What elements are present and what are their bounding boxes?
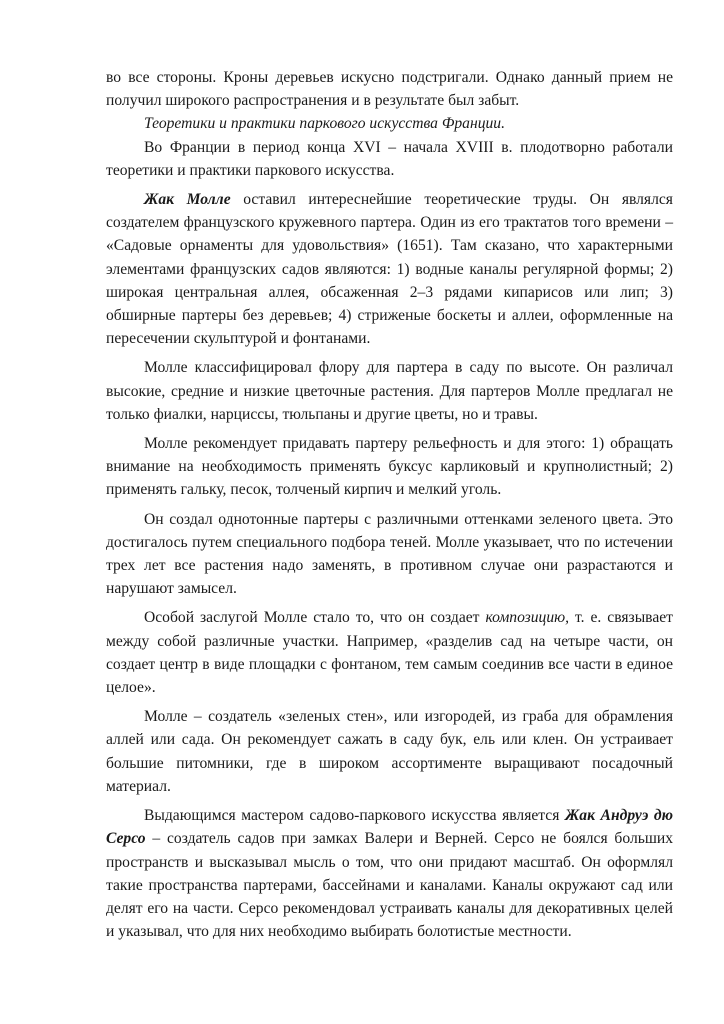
document-page [106,66,673,943]
paragraph-text: – создатель садов при замках Валери и Верней. Серсо не боялся больших пространств и высказывал мысль о том, что они придают масштаб. Он оформлял такие пространства партерами, бассейнами и каналами. Каналы окружают сад или делят его на части. Серсо рекомендовал устраивать каналы для декоративных целей и указывал, что для них необходимо выбирать болотистые местности. [106,830,673,941]
paragraph-monotone: Он создал однотонные партеры с различными оттенками зеленого цвета. Это достигалось путем специального подбора теней. Молле указывает, что по истечении трех лет все растения надо заменять, в противном случае они разрастаются и нарушают замысел. [106,510,673,598]
person-name: Жак Андруэ дю Серсо [106,807,673,848]
emphasis-text: композицию, [485,609,570,627]
paragraph-text: т. е. связывает между собой различные участки. Например, «разделив сад на четыре части, он создает центр в виде площадки с фонтаном, тем самым соединив все части в единое целое». [106,609,673,697]
paragraph-text: Выдающимся мастером садово-паркового искусства является [144,807,565,825]
paragraph-cerceau [106,804,673,943]
paragraph-text: оставил интереснейшие теоретические труды. Он являлся создателем французского кружевного партера. Один из его трактатов того времени – «Садовые орнаменты для удовольствия» (1651). Там сказано, что характерными элементами французских садов являются: 1) водные каналы регулярной формы; 2) широкая центральная аллея, обсаженная 2–3 рядами кипарисов или лип; 3) обширные партеры без деревьев; 4) стриженые боскеты и аллеи, оформленные на пересечении скульптурой и фонтанами. [106,191,673,348]
paragraph-intro: Во Франции в период конца XVI – начала XVIII в. плодотворно работали теоретики и практики паркового искусства. [106,138,673,179]
paragraph-composition [106,606,673,699]
section-heading [106,112,673,135]
paragraph-continuation: во все стороны. Кроны деревьев искусно подстригали. Однако данный прием не получил широкого распространения и в результате был забыт. [106,69,673,110]
paragraph-green-walls: Молле – создатель «зеленых стен», или изгородей, из граба для обрамления аллей или сада. Он рекомендует сажать в саду бук, ель или клен. Он устраивает большие питомники, где в широком ассортименте выращивают посадочный материал. [106,708,673,795]
paragraph-relief: Молле рекомендует придавать партеру рельефность и для этого: 1) обращать внимание на необходимость применять буксус карликовый и крупнолистный; 2) применять гальку, песок, толченый кирпич и мелкий уголь. [106,435,673,499]
heading-text: Теоретики и практики паркового искусства Франции. [144,115,505,133]
paragraph-text: Особой заслугой Молле стало то, что он создает [144,609,486,627]
person-name: Жак Молле [144,191,231,209]
paragraph-molle [106,188,673,350]
paragraph-flora: Молле классифицировал флору для партера в саду по высоте. Он различал высокие, средние и низкие цветочные растения. Для партеров Молле предлагал не только фиалки, нарциссы, тюльпаны и другие цветы, но и травы. [106,359,673,423]
